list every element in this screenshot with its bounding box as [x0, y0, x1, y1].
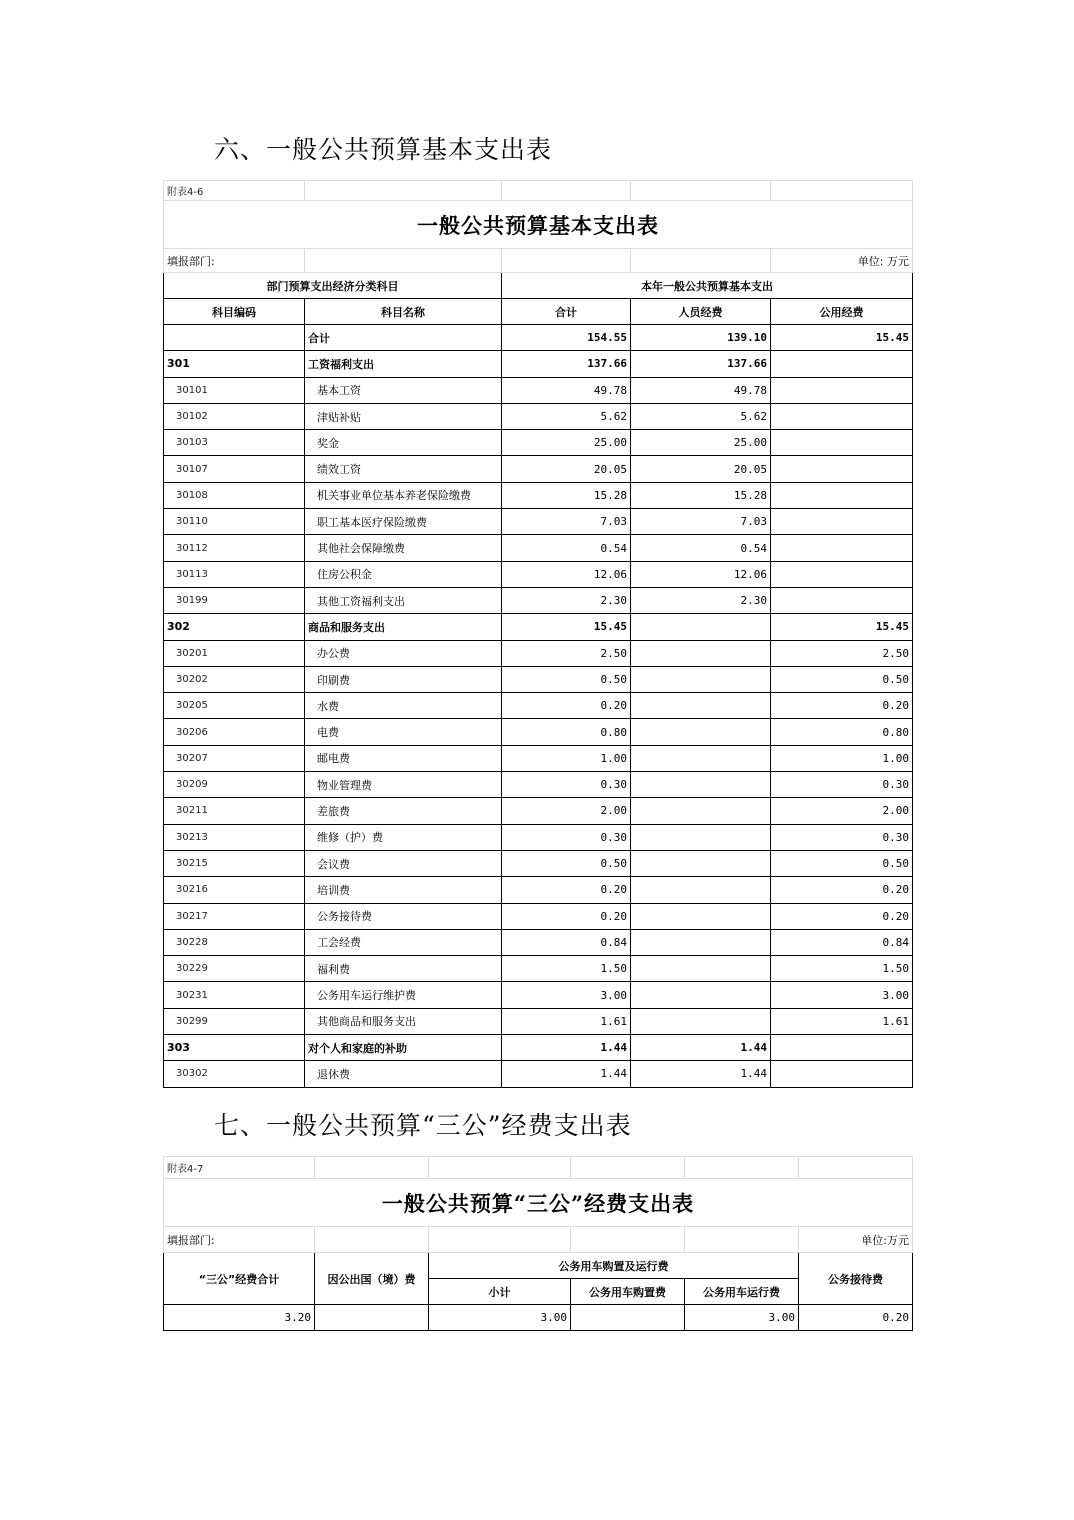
- cell-personnel: [631, 666, 771, 692]
- table-row: [164, 929, 913, 955]
- cell-total: 0.50: [502, 666, 631, 692]
- table-row: [164, 403, 913, 429]
- cell-total: 1.44: [502, 1035, 631, 1061]
- cell-name: 电费: [305, 719, 502, 745]
- cell-code: 30302: [164, 1061, 305, 1087]
- cell-total: 1.00: [502, 745, 631, 771]
- cell-code: 30108: [164, 482, 305, 508]
- cell-total: 1.61: [502, 1008, 631, 1034]
- table-row: [164, 850, 913, 876]
- table-title: 一般公共预算“三公”经费支出表: [164, 1179, 913, 1227]
- cell-code: 30206: [164, 719, 305, 745]
- cell-public: 15.45: [771, 614, 913, 640]
- table-row: [164, 377, 913, 403]
- cell-code: 30228: [164, 929, 305, 955]
- cell-personnel: 49.78: [631, 377, 771, 403]
- cell-code: 30102: [164, 403, 305, 429]
- cell-name: 基本工资: [305, 377, 502, 403]
- cell-personnel: [631, 693, 771, 719]
- cell-name: 其他社会保障缴费: [305, 535, 502, 561]
- section7-heading: 七、一般公共预算“三公”经费支出表: [214, 1111, 632, 1140]
- table-row: [164, 745, 913, 771]
- cell-name: 退休费: [305, 1061, 502, 1087]
- cell-public: [771, 535, 913, 561]
- cell-personnel: 2.30: [631, 587, 771, 613]
- table-row: [164, 719, 913, 745]
- cell-public: 2.00: [771, 798, 913, 824]
- cell-code: 30205: [164, 693, 305, 719]
- table-row: [164, 877, 913, 903]
- cell-personnel: [631, 798, 771, 824]
- dept-label: 填报部门:: [164, 249, 305, 273]
- cell-personnel: 0.54: [631, 535, 771, 561]
- cell-public: 0.80: [771, 719, 913, 745]
- cell-name: 邮电费: [305, 745, 502, 771]
- cell-personnel: [631, 614, 771, 640]
- cell-name: 物业管理费: [305, 772, 502, 798]
- cell-personnel: 20.05: [631, 456, 771, 482]
- header-abroad: 因公出国（境）费: [315, 1253, 429, 1305]
- cell-public: [771, 1061, 913, 1087]
- table-row: [164, 535, 913, 561]
- cell-name: 住房公积金: [305, 561, 502, 587]
- cell-total: 0.50: [502, 850, 631, 876]
- cell-code: 30199: [164, 587, 305, 613]
- table-row: [164, 351, 913, 377]
- header-personnel: 人员经费: [631, 299, 771, 325]
- cell-public: 15.45: [771, 325, 913, 351]
- cell-total: 25.00: [502, 430, 631, 456]
- table-row: [164, 587, 913, 613]
- cell-name: 对个人和家庭的补助: [305, 1035, 502, 1061]
- cell-total: 0.30: [502, 824, 631, 850]
- cell-code: 302: [164, 614, 305, 640]
- cell-name: 工会经费: [305, 929, 502, 955]
- cell-total: 15.28: [502, 482, 631, 508]
- header-vehicle-group: 公务用车购置及运行费: [429, 1253, 799, 1279]
- table-row: [164, 561, 913, 587]
- header-basic-expenditure: 本年一般公共预算基本支出: [502, 273, 913, 299]
- cell-personnel: [631, 850, 771, 876]
- table-row: [164, 824, 913, 850]
- cell-total: 1.44: [502, 1061, 631, 1087]
- table-row: [164, 982, 913, 1008]
- cell-public: 2.50: [771, 640, 913, 666]
- cell-code: 30101: [164, 377, 305, 403]
- cell-name: 工资福利支出: [305, 351, 502, 377]
- cell-total: 0.54: [502, 535, 631, 561]
- cell-public: 0.84: [771, 929, 913, 955]
- cell-personnel: 1.44: [631, 1035, 771, 1061]
- table-row: [164, 1061, 913, 1087]
- cell-total: 49.78: [502, 377, 631, 403]
- cell-personnel: [631, 956, 771, 982]
- cell-name: 水费: [305, 693, 502, 719]
- cell-code: 30216: [164, 877, 305, 903]
- cell-name: 维修（护）费: [305, 824, 502, 850]
- table-row: [164, 956, 913, 982]
- cell-public: 0.50: [771, 850, 913, 876]
- header-public: 公用经费: [771, 299, 913, 325]
- cell-personnel: [631, 824, 771, 850]
- cell-code: 30112: [164, 535, 305, 561]
- cell-name: 职工基本医疗保险缴费: [305, 509, 502, 535]
- cell-total: 0.20: [502, 877, 631, 903]
- cell-public: 0.50: [771, 666, 913, 692]
- cell-personnel: 12.06: [631, 561, 771, 587]
- cell-code: 30207: [164, 745, 305, 771]
- section6-heading: 六、一般公共预算基本支出表: [214, 135, 553, 164]
- value-reception: 0.20: [799, 1305, 913, 1331]
- header-code: 科目编码: [164, 299, 305, 325]
- table-row: [164, 509, 913, 535]
- cell-code: 30107: [164, 456, 305, 482]
- cell-name: 公务接待费: [305, 903, 502, 929]
- three-public-expenditure-table: [163, 1156, 913, 1331]
- cell-code: [164, 325, 305, 351]
- cell-total: 15.45: [502, 614, 631, 640]
- cell-public: [771, 377, 913, 403]
- cell-public: 1.50: [771, 956, 913, 982]
- cell-code: 30103: [164, 430, 305, 456]
- unit-label: 单位: 万元: [771, 249, 913, 273]
- table-row: [164, 1008, 913, 1034]
- value-total: 3.20: [164, 1305, 315, 1331]
- cell-personnel: 15.28: [631, 482, 771, 508]
- cell-code: 303: [164, 1035, 305, 1061]
- header-subtotal: 小计: [429, 1279, 571, 1305]
- cell-name: 机关事业单位基本养老保险缴费: [305, 482, 502, 508]
- cell-personnel: 1.44: [631, 1061, 771, 1087]
- header-vehicle-purchase: 公务用车购置费: [571, 1279, 685, 1305]
- cell-total: 137.66: [502, 351, 631, 377]
- cell-public: [771, 509, 913, 535]
- cell-public: [771, 351, 913, 377]
- cell-name: 培训费: [305, 877, 502, 903]
- cell-public: 0.30: [771, 772, 913, 798]
- cell-name: 差旅费: [305, 798, 502, 824]
- cell-name: 公务用车运行维护费: [305, 982, 502, 1008]
- cell-total: 12.06: [502, 561, 631, 587]
- cell-public: 3.00: [771, 982, 913, 1008]
- cell-public: 1.00: [771, 745, 913, 771]
- cell-public: 0.20: [771, 903, 913, 929]
- cell-code: 30299: [164, 1008, 305, 1034]
- header-total: 合计: [502, 299, 631, 325]
- table-row: [164, 693, 913, 719]
- cell-total: 0.20: [502, 903, 631, 929]
- table-row: [164, 1035, 913, 1061]
- cell-personnel: 139.10: [631, 325, 771, 351]
- cell-personnel: [631, 1008, 771, 1034]
- general-budget-basic-expenditure-table: [163, 180, 913, 1088]
- unit-label: 单位:万元: [799, 1227, 913, 1253]
- cell-total: 0.30: [502, 772, 631, 798]
- value-operation: 3.00: [685, 1305, 799, 1331]
- attach-label: 附表4-7: [164, 1157, 315, 1179]
- cell-code: 30201: [164, 640, 305, 666]
- cell-public: [771, 587, 913, 613]
- cell-total: 1.50: [502, 956, 631, 982]
- cell-total: 2.30: [502, 587, 631, 613]
- cell-name: 印刷费: [305, 666, 502, 692]
- cell-name: 其他商品和服务支出: [305, 1008, 502, 1034]
- header-classification: 部门预算支出经济分类科目: [164, 273, 502, 299]
- table-row: [164, 614, 913, 640]
- cell-public: 0.30: [771, 824, 913, 850]
- cell-public: 0.20: [771, 693, 913, 719]
- cell-public: [771, 482, 913, 508]
- table-row: [164, 430, 913, 456]
- cell-total: 7.03: [502, 509, 631, 535]
- cell-public: [771, 456, 913, 482]
- header-reception: 公务接待费: [799, 1253, 913, 1305]
- cell-name: 会议费: [305, 850, 502, 876]
- cell-code: 30215: [164, 850, 305, 876]
- cell-personnel: 137.66: [631, 351, 771, 377]
- cell-personnel: [631, 982, 771, 1008]
- dept-label: 填报部门:: [164, 1227, 315, 1253]
- cell-personnel: [631, 903, 771, 929]
- table-row: [164, 456, 913, 482]
- cell-total: 0.84: [502, 929, 631, 955]
- cell-name: 奖金: [305, 430, 502, 456]
- attach-label: 附表4-6: [164, 181, 305, 201]
- cell-name: 福利费: [305, 956, 502, 982]
- header-three-public-total: “三公”经费合计: [164, 1253, 315, 1305]
- cell-personnel: 7.03: [631, 509, 771, 535]
- cell-total: 0.20: [502, 693, 631, 719]
- cell-code: 30217: [164, 903, 305, 929]
- cell-code: 30231: [164, 982, 305, 1008]
- cell-code: 30213: [164, 824, 305, 850]
- cell-code: 30209: [164, 772, 305, 798]
- cell-name: 其他工资福利支出: [305, 587, 502, 613]
- cell-total: 5.62: [502, 403, 631, 429]
- cell-personnel: [631, 772, 771, 798]
- cell-total: 3.00: [502, 982, 631, 1008]
- cell-personnel: 5.62: [631, 403, 771, 429]
- cell-code: 30110: [164, 509, 305, 535]
- cell-total: 0.80: [502, 719, 631, 745]
- cell-code: 301: [164, 351, 305, 377]
- cell-total: 2.00: [502, 798, 631, 824]
- value-purchase: [571, 1305, 685, 1331]
- cell-personnel: [631, 929, 771, 955]
- cell-total: 2.50: [502, 640, 631, 666]
- cell-total: 154.55: [502, 325, 631, 351]
- cell-code: 30211: [164, 798, 305, 824]
- cell-personnel: 25.00: [631, 430, 771, 456]
- cell-public: [771, 430, 913, 456]
- cell-public: 1.61: [771, 1008, 913, 1034]
- cell-name: 办公费: [305, 640, 502, 666]
- cell-public: [771, 561, 913, 587]
- cell-name: 绩效工资: [305, 456, 502, 482]
- cell-name: 津贴补贴: [305, 403, 502, 429]
- cell-total: 20.05: [502, 456, 631, 482]
- cell-code: 30113: [164, 561, 305, 587]
- table-row: [164, 325, 913, 351]
- table-title: 一般公共预算基本支出表: [164, 201, 913, 249]
- header-name: 科目名称: [305, 299, 502, 325]
- cell-public: 0.20: [771, 877, 913, 903]
- cell-public: [771, 1035, 913, 1061]
- table-row: [164, 903, 913, 929]
- cell-public: [771, 403, 913, 429]
- cell-personnel: [631, 719, 771, 745]
- table-row: [164, 666, 913, 692]
- cell-personnel: [631, 745, 771, 771]
- cell-code: 30202: [164, 666, 305, 692]
- cell-name: 商品和服务支出: [305, 614, 502, 640]
- cell-code: 30229: [164, 956, 305, 982]
- cell-personnel: [631, 877, 771, 903]
- table-row: [164, 772, 913, 798]
- value-abroad: [315, 1305, 429, 1331]
- table-row: [164, 798, 913, 824]
- cell-name: 合计: [305, 325, 502, 351]
- table-row: [164, 482, 913, 508]
- cell-personnel: [631, 640, 771, 666]
- value-subtotal: 3.00: [429, 1305, 571, 1331]
- header-vehicle-operation: 公务用车运行费: [685, 1279, 799, 1305]
- table-row: [164, 640, 913, 666]
